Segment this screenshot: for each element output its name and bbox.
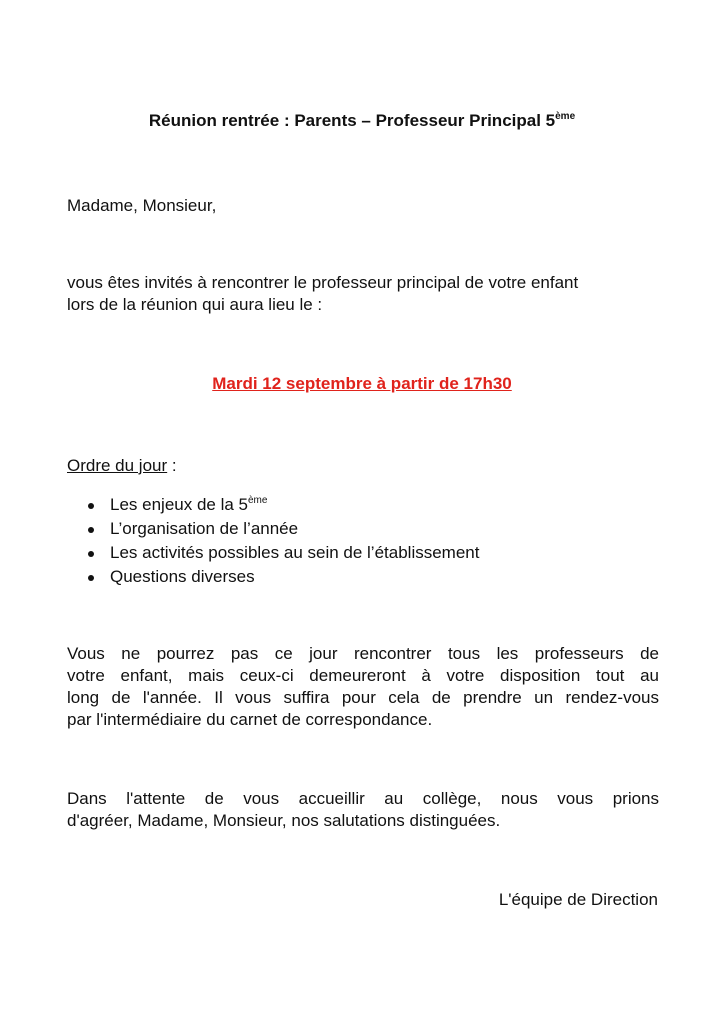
- list-item: [88, 565, 479, 589]
- meeting-date: Mardi 12 septembre à partir de 17h30: [212, 374, 512, 393]
- paragraph-line: votre enfant, mais ceux-ci demeureront à votre disposition tout au: [67, 666, 659, 685]
- paragraph-line: d'agréer, Madame, Monsieur, nos salutations distinguées.: [67, 811, 501, 830]
- agenda-item-superscript: ème: [248, 495, 268, 506]
- list-item: [88, 541, 479, 565]
- closing-paragraph: [67, 788, 659, 832]
- agenda-heading: [67, 455, 177, 477]
- salutation: Madame, Monsieur,: [67, 196, 217, 215]
- invitation-line: vous êtes invités à rencontrer le professeur principal de votre enfant: [67, 273, 579, 292]
- agenda-label: Ordre du jour: [67, 456, 168, 475]
- paragraph-line: par l'intermédiaire du carnet de correspondance.: [67, 710, 433, 729]
- invitation-paragraph: [67, 272, 667, 316]
- list-item: [88, 493, 479, 517]
- paragraph-line: Dans l'attente de vous accueillir au collège, nous vous prions: [67, 789, 659, 808]
- agenda-item-text: Les activités possibles au sein de l’établissement: [110, 543, 480, 562]
- title-superscript: ème: [555, 111, 576, 122]
- paragraph-line: Vous ne pourrez pas ce jour rencontrer tous les professeurs de: [67, 644, 659, 663]
- agenda-list: [88, 493, 479, 589]
- page-title: [0, 110, 724, 132]
- paragraph-line: long de l'année. Il vous suffira pour cela de prendre un rendez-vous: [67, 688, 659, 707]
- bullet-icon: [88, 503, 94, 509]
- agenda-label-suffix: :: [167, 456, 177, 475]
- agenda-item-text: Questions diverses: [110, 567, 255, 586]
- bullet-icon: [88, 575, 94, 581]
- list-item: [88, 517, 479, 541]
- agenda-item-text: L’organisation de l’année: [110, 519, 299, 538]
- info-paragraph: [67, 643, 659, 731]
- bullet-icon: [88, 551, 94, 557]
- invitation-line: lors de la réunion qui aura lieu le :: [67, 295, 323, 314]
- signature: L'équipe de Direction: [498, 890, 658, 909]
- bullet-icon: [88, 527, 94, 533]
- title-text: Réunion rentrée : Parents – Professeur Principal 5: [148, 111, 556, 130]
- agenda-item-text: Les enjeux de la 5: [110, 495, 248, 514]
